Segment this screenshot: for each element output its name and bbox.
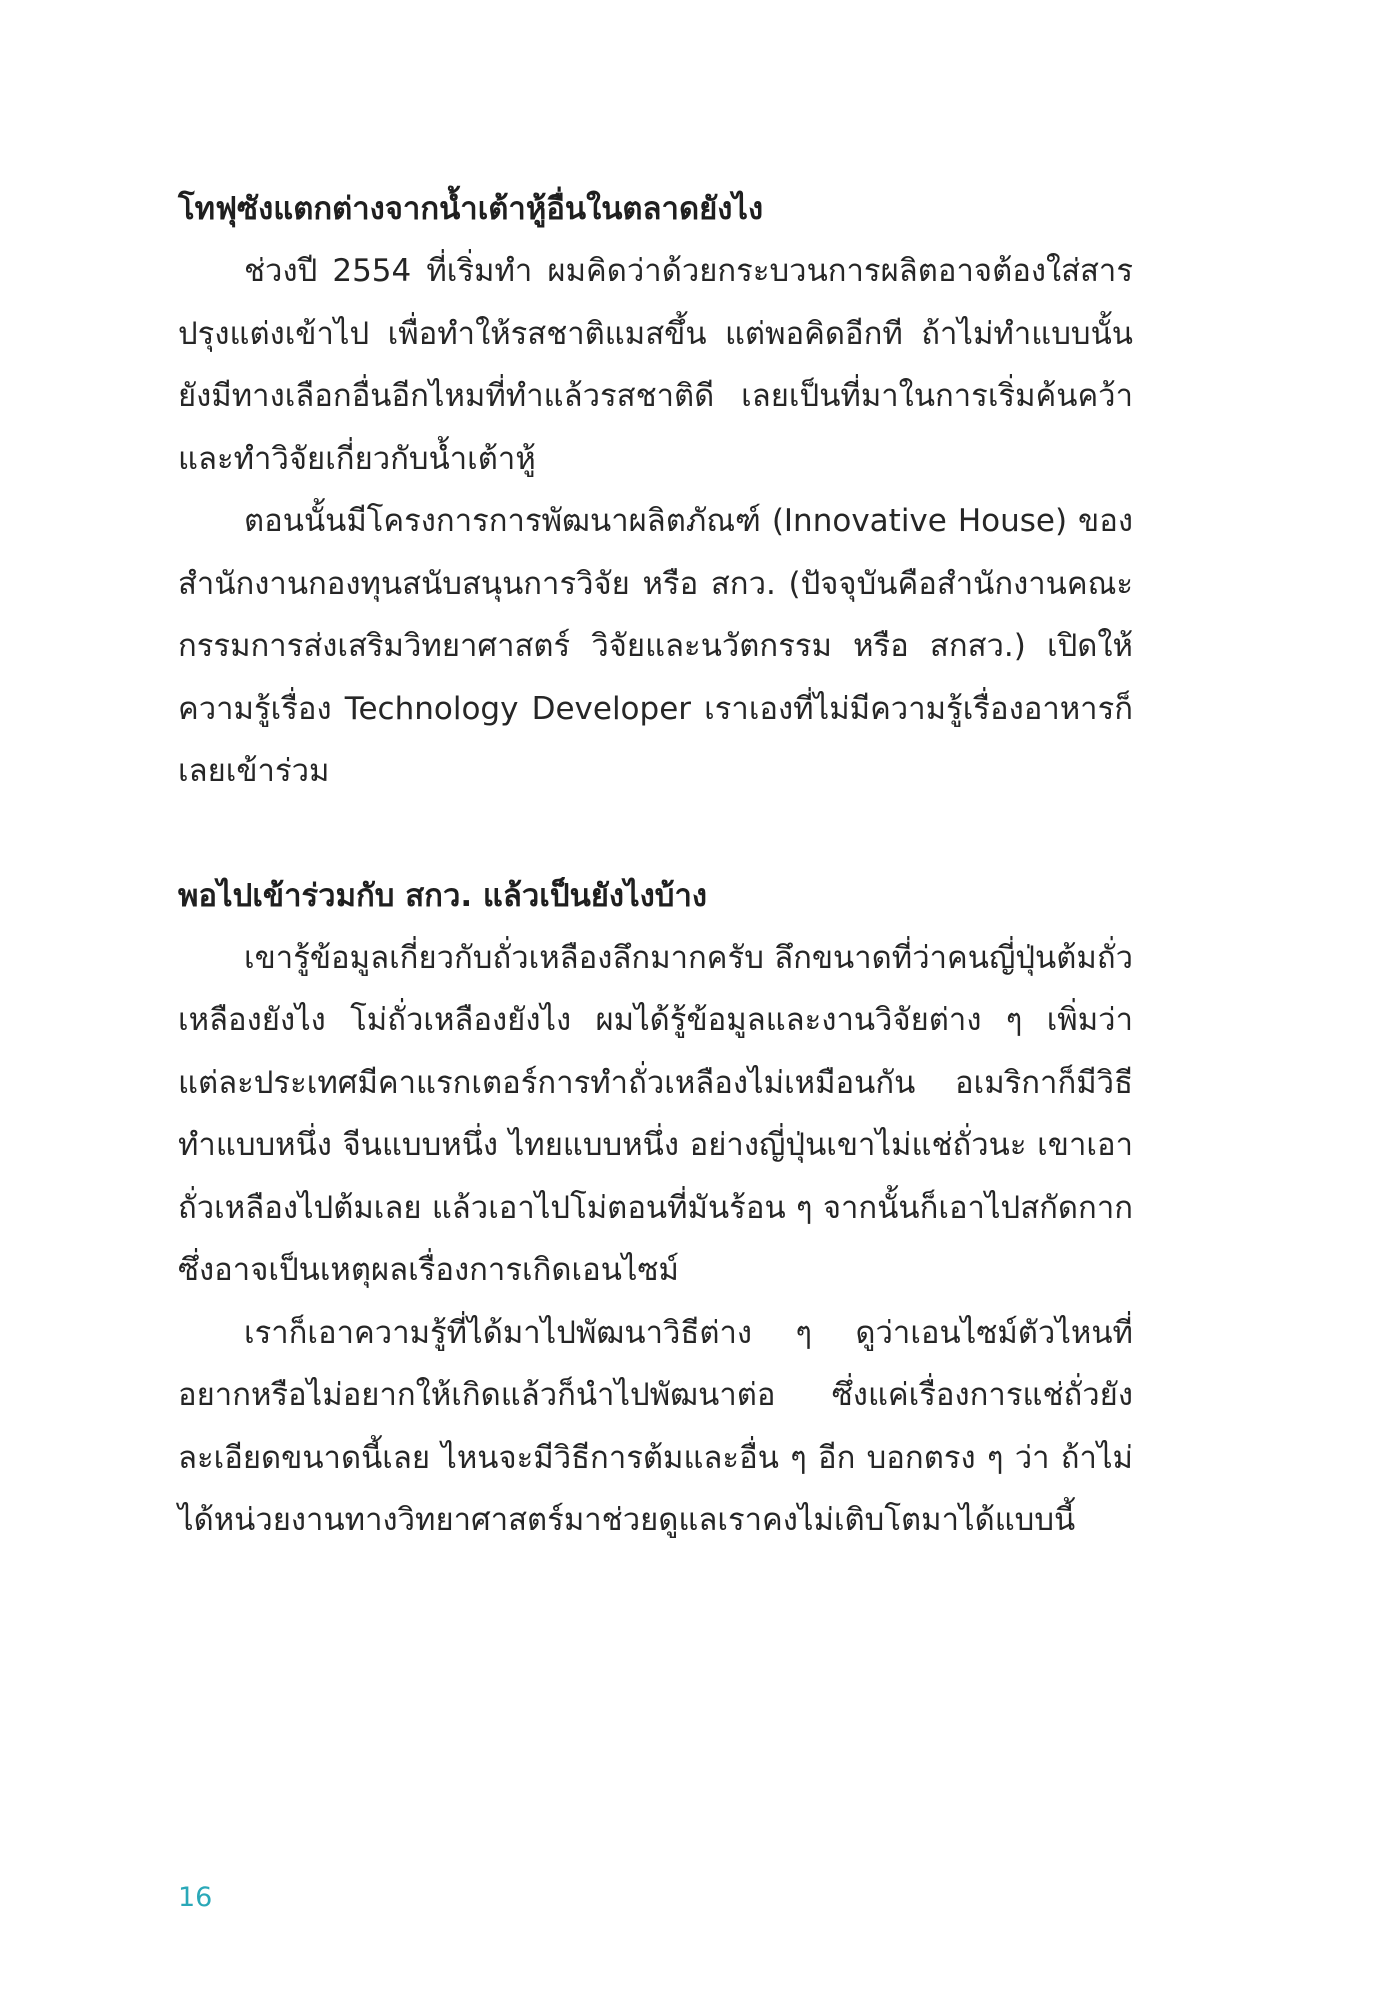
section-spacer xyxy=(178,803,1133,865)
body-paragraph: ตอนนั้นมีโครงการการพัฒนาผลิตภัณฑ์ (Innovative House) ของสำนักงานกองทุนสนับสนุนการวิจัย หรือ สกว. (ปัจจุบันคือสำนักงานคณะกรรมการส่งเสริมวิทยาศาสตร์ วิจัยและนวัตกรรม หรือ สกสว.) เปิดให้ความรู้เรื่อง Technology Developer เราเองที่ไม่มีความรู้เรื่องอาหารก็เลยเข้าร่วม xyxy=(178,503,1133,789)
body-paragraph: ช่วงปี 2554 ที่เริ่มทำ ผมคิดว่าด้วยกระบวนการผลิตอาจต้องใส่สารปรุงแต่งเข้าไป เพื่อทำให้รสชาติแมสขึ้น แต่พอคิดอีกที ถ้าไม่ทำแบบนั้น ยังมีทางเลือกอื่นอีกไหมที่ทำแล้วรสชาติดี เลยเป็นที่มาในการเริ่มค้นคว้าและทำวิจัยเกี่ยวกับน้ำเต้าหู้ xyxy=(178,253,1133,477)
body-paragraph: เราก็เอาความรู้ที่ได้มาไปพัฒนาวิธีต่าง ๆ ดูว่าเอนไซม์ตัวไหนที่อยากหรือไม่อยากให้เกิดแล้วก็นำไปพัฒนาต่อ ซึ่งแค่เรื่องการแช่ถั่วยังละเอียดขนาดนี้เลย ไหนจะมีวิธีการต้มและอื่น ๆ อีก บอกตรง ๆ ว่า ถ้าไม่ได้หน่วยงานทางวิทยาศาสตร์มาช่วยดูแลเราคงไม่เติบโตมาได้แบบนี้ xyxy=(178,1314,1133,1538)
section-heading: โทฟุซังแตกต่างจากน้ำเต้าหู้อื่นในตลาดยังไง xyxy=(178,191,764,227)
section-tofusan-difference xyxy=(178,178,1133,803)
article-body xyxy=(178,178,1133,1552)
body-paragraph: เขารู้ข้อมูลเกี่ยวกับถั่วเหลืองลึกมากครับ ลึกขนาดที่ว่าคนญี่ปุ่นต้มถั่วเหลืองยังไง โม่ถั่วเหลืองยังไง ผมได้รู้ข้อมูลและงานวิจัยต่าง ๆ เพิ่มว่าแต่ละประเทศมีคาแรกเตอร์การทำถั่วเหลืองไม่เหมือนกัน อเมริกาก็มีวิธีทำแบบหนึ่ง จีนแบบหนึ่ง ไทยแบบหนึ่ง อย่างญี่ปุ่นเขาไม่แช่ถั่วนะ เขาเอาถั่วเหลืองไปต้มเลย แล้วเอาไปโม่ตอนที่มันร้อน ๆ จากนั้นก็เอาไปสกัดกาก ซึ่งอาจเป็นเหตุผลเรื่องการเกิดเอนไซม์ xyxy=(178,939,1133,1288)
page-number: 16 xyxy=(178,1882,213,1913)
section-tsri-participation xyxy=(178,865,1133,1552)
section-heading: พอไปเข้าร่วมกับ สกว. แล้วเป็นยังไงบ้าง xyxy=(178,877,708,914)
